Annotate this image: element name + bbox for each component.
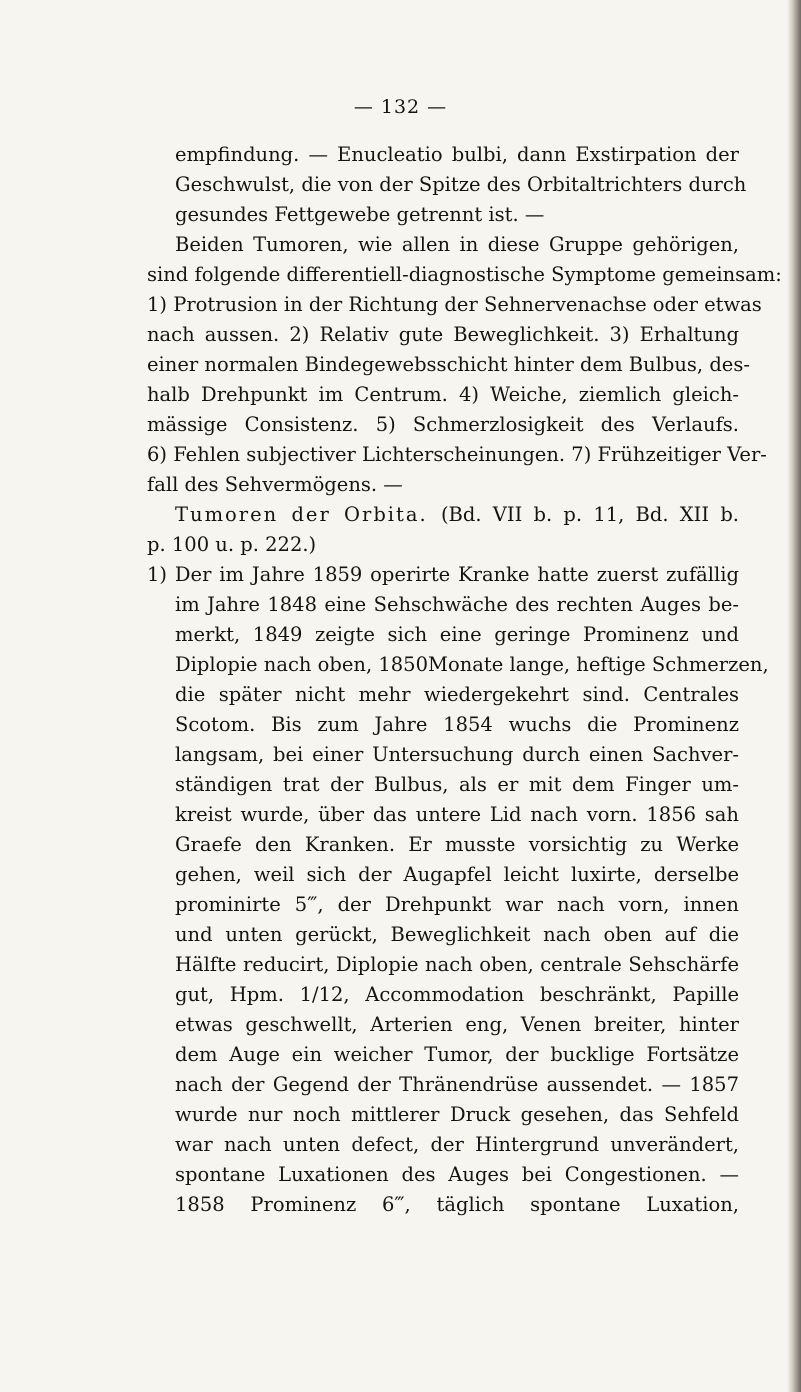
- text-line: Beiden Tumoren, wie allen in diese Gruppe gehörigen,: [175, 233, 739, 256]
- text-line: Geschwulst, die von der Spitze des Orbitaltrichters durch: [175, 173, 747, 196]
- text-line: ständigen trat der Bulbus, als er mit dem Finger um-: [175, 773, 739, 796]
- text-line: Hälfte reducirt, Diplopie nach oben, centrale Sehschärfe: [175, 953, 739, 976]
- text-line: dem Auge ein weicher Tumor, der bucklige Fortsätze: [175, 1043, 739, 1066]
- text-line: und unten gerückt, Beweglichkeit nach oben auf die: [175, 923, 739, 946]
- text-line: 6) Fehlen subjectiver Lichterscheinungen. 7) Frühzeitiger Ver-: [147, 443, 767, 466]
- page-number: — 132 —: [353, 96, 448, 118]
- text-line: mässige Consistenz. 5) Schmerzlosigkeit des Verlaufs.: [147, 413, 739, 436]
- text-line: kreist wurde, über das untere Lid nach vorn. 1856 sah: [175, 803, 739, 826]
- text-line: halb Drehpunkt im Centrum. 4) Weiche, ziemlich gleich-: [147, 383, 739, 406]
- text-line: gut, Hpm. 1/12, Accommodation beschränkt, Papille: [175, 983, 739, 1006]
- text-line: im Jahre 1848 eine Sehschwäche des rechten Auges be-: [175, 593, 739, 616]
- text-line: empfindung. — Enucleatio bulbi, dann Exstirpation der: [175, 143, 739, 166]
- text-line: gesundes Fettgewebe getrennt ist. —: [175, 203, 545, 226]
- text-line: fall des Sehvermögens. —: [147, 473, 403, 496]
- section-heading-line: Tumoren der Orbita. (Bd. VII b. p. 11, Bd. XII b.: [175, 503, 739, 526]
- text-line: einer normalen Bindegewebsschicht hinter dem Bulbus, des-: [147, 353, 750, 376]
- text-line: war nach unten defect, der Hintergrund unverändert,: [175, 1133, 739, 1156]
- text-line: nach aussen. 2) Relativ gute Beweglichkeit. 3) Erhaltung: [147, 323, 739, 346]
- text-line: 1) Der im Jahre 1859 operirte Kranke hatte zuerst zufällig: [147, 563, 739, 586]
- text-line: spontane Luxationen des Auges bei Congestionen. —: [175, 1163, 739, 1186]
- page-edge-shadow: [787, 0, 801, 1392]
- text-line: nach der Gegend der Thränendrüse aussendet. — 1857: [175, 1073, 739, 1096]
- text-line: p. 100 u. p. 222.): [147, 533, 317, 556]
- text-line: Diplopie nach oben, 1850Monate lange, heftige Schmerzen,: [175, 653, 769, 676]
- text-line: 1) Protrusion in der Richtung der Sehnervenachse oder etwas: [147, 293, 762, 316]
- text-line: 1858 Prominenz 6‴, täglich spontane Luxation,: [175, 1193, 739, 1216]
- text-line: prominirte 5‴, der Drehpunkt war nach vorn, innen: [175, 893, 739, 916]
- text-line: gehen, weil sich der Augapfel leicht luxirte, derselbe: [175, 863, 739, 886]
- text-line: wurde nur noch mittlerer Druck gesehen, das Sehfeld: [175, 1103, 739, 1126]
- text-line: langsam, bei einer Untersuchung durch einen Sachver-: [175, 743, 739, 766]
- text-line: die später nicht mehr wiedergekehrt sind. Centrales: [175, 683, 739, 706]
- text-line: merkt, 1849 zeigte sich eine geringe Prominenz und: [175, 623, 739, 646]
- text-line: etwas geschwellt, Arterien eng, Venen breiter, hinter: [175, 1013, 739, 1036]
- text-line: sind folgende differentiell-diagnostische Symptome gemeinsam:: [147, 263, 782, 286]
- text-line: Graefe den Kranken. Er musste vorsichtig zu Werke: [175, 833, 739, 856]
- text-line: Scotom. Bis zum Jahre 1854 wuchs die Prominenz: [175, 713, 739, 736]
